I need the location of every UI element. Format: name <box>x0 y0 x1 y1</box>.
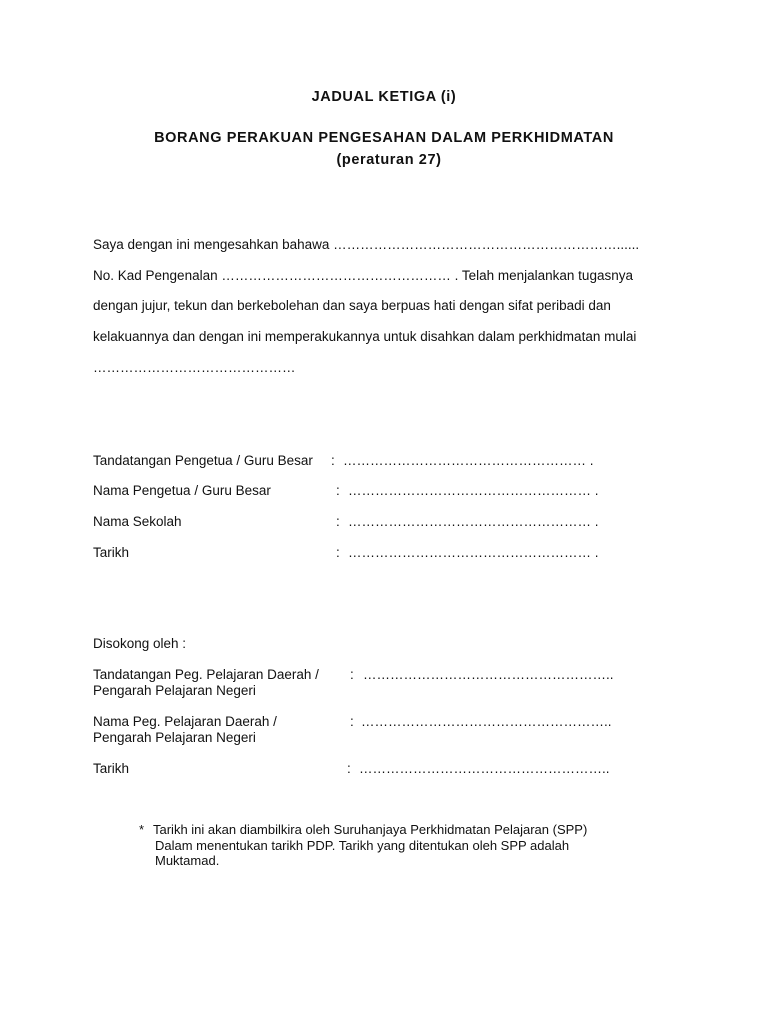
field-colon: : <box>350 714 354 729</box>
form-title: BORANG PERAKUAN PENGESAHAN DALAM PERKHIDMATAN <box>154 130 614 146</box>
paragraph-line-1: Saya dengan ini mengesahkan bahawa ………………………………………………………...... <box>93 237 640 252</box>
field-label: Nama Sekolah <box>93 514 182 529</box>
field-label-line-1: Tandatangan Peg. Pelajaran Daerah / <box>93 667 319 682</box>
fill-in-blank: ……………………………………………… . <box>343 453 594 468</box>
officer-name-row <box>93 714 612 746</box>
field-colon: : <box>336 483 340 498</box>
fill-in-blank: ……………………………………………….. <box>361 714 612 729</box>
field-colon: : <box>336 545 340 560</box>
supported-by-label: Disokong oleh : <box>93 636 187 651</box>
fill-in-blank: ……………………………………………….. <box>359 761 610 776</box>
paragraph-line-2: No. Kad Pengenalan …………………………………………… . Telah menjalankan tugasnya <box>93 268 633 283</box>
field-colon: : <box>336 514 340 529</box>
fill-in-blank: ……………………………………………… . <box>348 483 599 498</box>
field-colon: : <box>350 667 354 682</box>
field-label: Tarikh <box>93 545 130 560</box>
footnote-line-2: Dalam menentukan tarikh PDP. Tarikh yang ditentukan oleh SPP adalah <box>155 837 570 853</box>
paragraph-line-3: dengan jujur, tekun dan berkebolehan dan saya berpuas hati dengan sifat peribadi dan <box>93 298 611 313</box>
fill-in-blank: ……………………………………………… . <box>348 514 599 529</box>
field-label: Tandatangan Pengetua / Guru Besar <box>93 453 313 468</box>
paragraph-line-5-date-blank: ……………………………………… <box>93 360 296 375</box>
paragraph-line-4: kelakuannya dan dengan ini memperakukannya untuk disahkan dalam perkhidmatan mulai <box>93 329 637 344</box>
field-label-line-1: Tarikh <box>93 761 130 776</box>
footnote-marker: * <box>139 822 145 837</box>
fill-in-blank: ……………………………………………… . <box>348 545 599 560</box>
field-colon: : <box>331 453 335 468</box>
field-colon: : <box>347 761 351 776</box>
officer-signature-row <box>93 667 614 699</box>
field-label-line-2: Pengarah Pelajaran Negeri <box>93 683 256 698</box>
field-label-line-2: Pengarah Pelajaran Negeri <box>93 730 256 745</box>
fill-in-blank: ……………………………………………….. <box>363 667 614 682</box>
field-label: Nama Pengetua / Guru Besar <box>93 483 271 498</box>
footnote-line-3: Muktamad. <box>155 853 220 868</box>
footnote-line-1: Tarikh ini akan diambilkira oleh Suruhanjaya Perkhidmatan Pelajaran (SPP) <box>153 822 588 837</box>
officer-date-row <box>93 761 610 777</box>
field-label-line-1: Nama Peg. Pelajaran Daerah / <box>93 714 277 729</box>
regulation-reference: (peraturan 27) <box>336 152 442 168</box>
document-title: JADUAL KETIGA (i) <box>311 89 457 105</box>
